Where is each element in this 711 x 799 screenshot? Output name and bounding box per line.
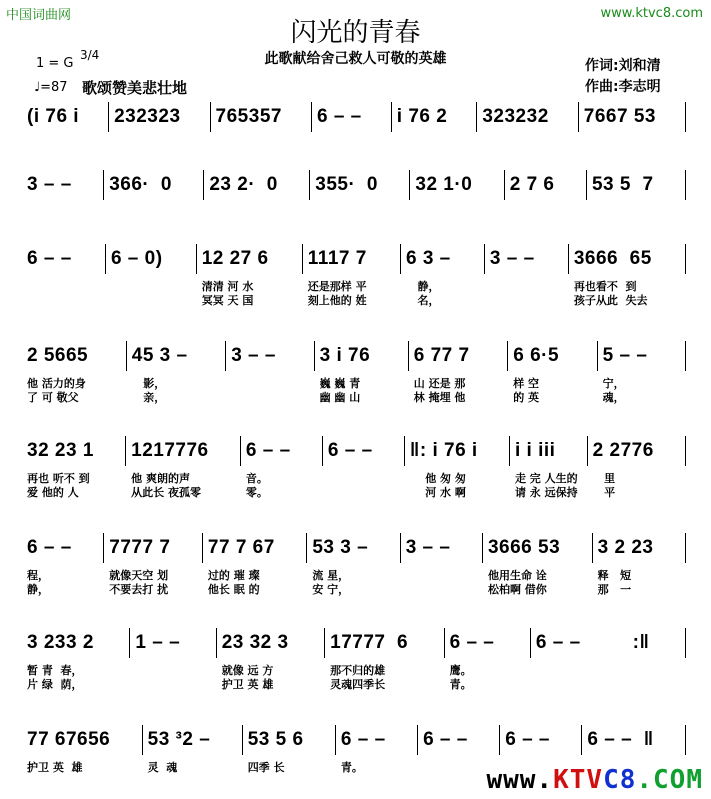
measure-notes: 6 – – xyxy=(423,729,468,750)
measure xyxy=(22,533,103,596)
measure-notes: 3 233 2 xyxy=(27,632,94,653)
measure xyxy=(530,628,686,658)
measure xyxy=(335,725,417,774)
measure-notes: 53 ³2 – xyxy=(147,729,211,750)
measure xyxy=(409,170,503,200)
measure xyxy=(568,244,686,307)
measure xyxy=(22,628,129,691)
measure-notes: 1217776 xyxy=(131,440,209,461)
measure xyxy=(587,436,686,499)
lyric-verse-1: 巍 巍 青 xyxy=(319,377,361,390)
measure xyxy=(504,170,586,200)
measure-notes: 355· 0 xyxy=(315,174,378,195)
lyric-verse-2: 零。 xyxy=(245,486,268,499)
measure-notes: 23 2· 0 xyxy=(209,174,278,195)
lyric-verse-2: 请 永 远保持 xyxy=(514,486,578,499)
lyric-verse-1: 影， xyxy=(131,377,166,390)
measure-notes: 6 – 0) xyxy=(110,248,163,269)
lyric-verse-2: 片 绿 荫， xyxy=(27,678,83,691)
lyric-verse-1: 他用生命 诠 xyxy=(487,569,547,582)
measure-notes: 323232 xyxy=(482,106,549,127)
lyric-verse-2: 刻上他的 姓 xyxy=(307,294,367,307)
measure-notes: i i iii xyxy=(514,440,556,461)
measure-notes: 3666 53 xyxy=(487,537,561,558)
lyric-verse-2: 安 宁， xyxy=(312,583,350,596)
lyric-verse-2: 灵魂四季长 xyxy=(330,678,386,691)
lyric-verse-2: 爱 他的 人 xyxy=(27,486,79,499)
measure xyxy=(216,628,324,691)
measure-notes: 6 – – xyxy=(27,248,72,269)
measure xyxy=(499,725,581,755)
measure xyxy=(22,436,125,499)
measure xyxy=(311,102,391,132)
measure xyxy=(597,341,686,404)
measure-notes: 77 7 67 xyxy=(207,537,275,558)
measure xyxy=(125,436,240,499)
lyric-verse-1: 宁， xyxy=(602,377,625,390)
measure xyxy=(592,533,686,596)
lyric-verse-2: 名， xyxy=(405,294,440,307)
measure xyxy=(240,436,322,499)
dedication: 此歌献给舍己救人可敬的英雄 xyxy=(264,51,447,67)
measure xyxy=(22,341,126,404)
measure-notes: 6 – – xyxy=(27,537,72,558)
measure-notes: 232323 xyxy=(114,106,181,127)
measure xyxy=(404,436,509,499)
lyricist: 作词:刘和清 xyxy=(585,58,661,74)
lyric-verse-2: 的 英 xyxy=(513,391,540,404)
lyric-verse-2: 从此长 夜孤零 xyxy=(131,486,201,499)
measure xyxy=(306,533,399,596)
lyric-verse-2: 冥冥 天 国 xyxy=(201,294,254,307)
measure-notes: 32 23 1 xyxy=(27,440,94,461)
measure-notes: 23 32 3 xyxy=(221,632,289,653)
lyric-verse-2: 林 掩埋 他 xyxy=(413,391,466,404)
time-signature: 3/4 xyxy=(80,48,100,62)
measure xyxy=(103,533,202,596)
measure-notes: 366· 0 xyxy=(109,174,172,195)
measure-notes: 3666 65 xyxy=(573,248,652,269)
staff-system xyxy=(22,341,686,404)
lyric-verse-1: 过的 璀 璨 xyxy=(207,569,260,582)
footer-logo[interactable]: www.KTVC8.COM xyxy=(486,765,703,795)
lyric-verse-1: 护卫 英 雄 xyxy=(27,761,83,774)
lyric-verse-1: 再也 听不 到 xyxy=(27,472,90,485)
lyric-verse-1: 四季 长 xyxy=(247,761,285,774)
measure xyxy=(578,102,686,132)
measure-notes: 6 – – ‖ xyxy=(587,729,654,750)
measure xyxy=(196,244,302,307)
measure xyxy=(581,725,686,755)
lyric-verse-2: 松柏啊 借你 xyxy=(487,583,547,596)
measure-notes: 6 6·5 xyxy=(513,345,560,366)
measure-notes: 1 – – xyxy=(135,632,181,653)
measure xyxy=(324,628,443,691)
measure-notes: 6 – – xyxy=(245,440,291,461)
measure-notes: 7667 53 xyxy=(583,106,656,127)
lyric-verse-1: 就像天空 划 xyxy=(109,569,169,582)
lyric-verse-1: 还是那样 平 xyxy=(307,280,367,293)
measure xyxy=(444,628,530,691)
measure-notes: 3 – – xyxy=(489,248,535,269)
measure-notes: 3 – – xyxy=(231,345,276,366)
measure xyxy=(322,436,404,466)
measure-notes: 2 2776 xyxy=(592,440,654,461)
expression-mark: 歌颂赞美悲壮地 xyxy=(82,79,188,97)
measure-notes: 12 27 6 xyxy=(201,248,269,269)
lyric-verse-2: 了 可 敬父 xyxy=(27,391,79,404)
measure-notes: 6 77 7 xyxy=(413,345,470,366)
lyric-verse-1: 程， xyxy=(27,569,49,582)
measure xyxy=(391,102,477,132)
lyric-verse-1: 就像 远 方 xyxy=(221,664,274,677)
measure xyxy=(103,170,203,200)
measure xyxy=(509,436,587,499)
measure xyxy=(22,102,108,132)
lyric-verse-2: 河 水 啊 xyxy=(409,486,466,499)
measure xyxy=(586,170,686,200)
measure xyxy=(203,170,309,200)
measure xyxy=(22,244,105,274)
tempo: ♩=87 xyxy=(34,80,68,95)
measure-notes: 2 7 6 xyxy=(509,174,555,195)
measure xyxy=(142,725,242,774)
lyric-verse-1: 青。 xyxy=(340,761,363,774)
measure-notes: 6 – – xyxy=(327,440,373,461)
lyric-verse-2: 不要去打 扰 xyxy=(109,583,169,596)
lyric-verse-2: 幽 幽 山 xyxy=(319,391,361,404)
staff-system xyxy=(22,725,686,774)
measure xyxy=(129,628,215,658)
key-signature: 1 = G xyxy=(36,56,74,71)
lyric-verse-1: 样 空 xyxy=(513,377,540,390)
measure-notes: 32 1·0 xyxy=(415,174,473,195)
lyric-verse-1: 那不归的雄 xyxy=(330,664,386,677)
lyric-verse-1: 鹰。 xyxy=(449,664,472,677)
measure xyxy=(108,102,209,132)
measure-notes: 5 – – xyxy=(602,345,648,366)
measure-notes: 3 – – xyxy=(27,174,72,195)
measure xyxy=(105,244,196,274)
measure-notes: 6 – – xyxy=(505,729,550,750)
lyric-verse-2: 亲， xyxy=(131,391,166,404)
lyric-verse-2: 静， xyxy=(27,583,49,596)
staff-system xyxy=(22,244,686,307)
measure-notes: 6 – – :‖ xyxy=(535,632,650,653)
measure xyxy=(225,341,313,371)
measure-notes: 17777 6 xyxy=(330,632,409,653)
lyric-verse-1: 流 星， xyxy=(312,569,350,582)
measure-notes: 3 – – xyxy=(405,537,451,558)
measure xyxy=(507,341,596,404)
measure xyxy=(242,725,335,774)
staff-system xyxy=(22,170,686,200)
measure-notes: ‖: i 76 i xyxy=(409,440,478,461)
measure-notes: 53 5 6 xyxy=(247,729,304,750)
lyric-verse-2: 孩子从此 失去 xyxy=(573,294,648,307)
staff-system xyxy=(22,533,686,596)
staff-system xyxy=(22,628,686,691)
measure-notes: 6 – – xyxy=(316,106,362,127)
measure xyxy=(408,341,507,404)
lyric-verse-1: 释 短 xyxy=(597,569,632,582)
lyric-verse-2: 护卫 英 雄 xyxy=(221,678,274,691)
lyric-verse-1: 静， xyxy=(405,280,440,293)
measure-notes: 3 2 23 xyxy=(597,537,654,558)
measure-notes: 7777 7 xyxy=(109,537,171,558)
measure xyxy=(202,533,306,596)
lyric-verse-1: 走 完 人生的 xyxy=(514,472,578,485)
measure xyxy=(417,725,499,755)
measure-notes: 53 5 7 xyxy=(591,174,654,195)
measure-notes: (i 76 i xyxy=(27,106,80,127)
staff-system xyxy=(22,436,686,499)
lyric-verse-1: 里 xyxy=(592,472,616,485)
measure-notes: 1117 7 xyxy=(307,248,367,269)
measure xyxy=(22,725,142,774)
lyric-verse-2: 那 一 xyxy=(597,583,632,596)
lyric-verse-1: 他 爽朗的声 xyxy=(131,472,190,485)
measure-notes: i 76 2 xyxy=(396,106,448,127)
staff-system xyxy=(22,102,686,132)
lyric-verse-1: 他 活力的身 xyxy=(27,377,86,390)
measure-notes: 45 3 – xyxy=(131,345,188,366)
measure xyxy=(314,341,408,404)
measure-notes: 6 – – xyxy=(340,729,386,750)
site-name-left[interactable]: 中国词曲网 xyxy=(6,8,72,23)
measure xyxy=(400,244,484,307)
lyric-verse-1: 暂 青 春， xyxy=(27,664,83,677)
lyric-verse-1: 清清 河 水 xyxy=(201,280,254,293)
composer: 作曲:李志明 xyxy=(585,79,661,95)
measure xyxy=(400,533,482,563)
measure-notes: 77 67656 xyxy=(27,729,111,750)
lyric-verse-1: 他 匆 匆 xyxy=(409,472,466,485)
site-url-right[interactable]: www.ktvc8.com xyxy=(600,6,703,21)
lyric-verse-1: 再也看不 到 xyxy=(573,280,637,293)
lyric-verse-2: 青。 xyxy=(449,678,472,691)
lyric-verse-2: 平 xyxy=(592,486,616,499)
measure xyxy=(309,170,409,200)
measure xyxy=(22,170,103,200)
measure xyxy=(482,533,592,596)
measure-notes: 6 – – xyxy=(449,632,495,653)
lyric-verse-1: 灵 魂 xyxy=(147,761,178,774)
measure xyxy=(476,102,577,132)
lyric-verse-1: 音。 xyxy=(245,472,268,485)
lyric-verse-1: 山 还是 那 xyxy=(413,377,466,390)
measure-notes: 2 5665 xyxy=(27,345,89,366)
lyric-verse-2: 他长 眠 的 xyxy=(207,583,260,596)
measure xyxy=(126,341,225,404)
song-title: 闪光的青春 xyxy=(290,18,421,48)
measure-notes: 6 3 – xyxy=(405,248,451,269)
lyric-verse-2: 魂， xyxy=(602,391,625,404)
measure xyxy=(484,244,568,274)
measure xyxy=(302,244,400,307)
measure-notes: 53 3 – xyxy=(312,537,369,558)
measure xyxy=(210,102,311,132)
measure-notes: 3 i 76 xyxy=(319,345,371,366)
measure-notes: 765357 xyxy=(215,106,282,127)
